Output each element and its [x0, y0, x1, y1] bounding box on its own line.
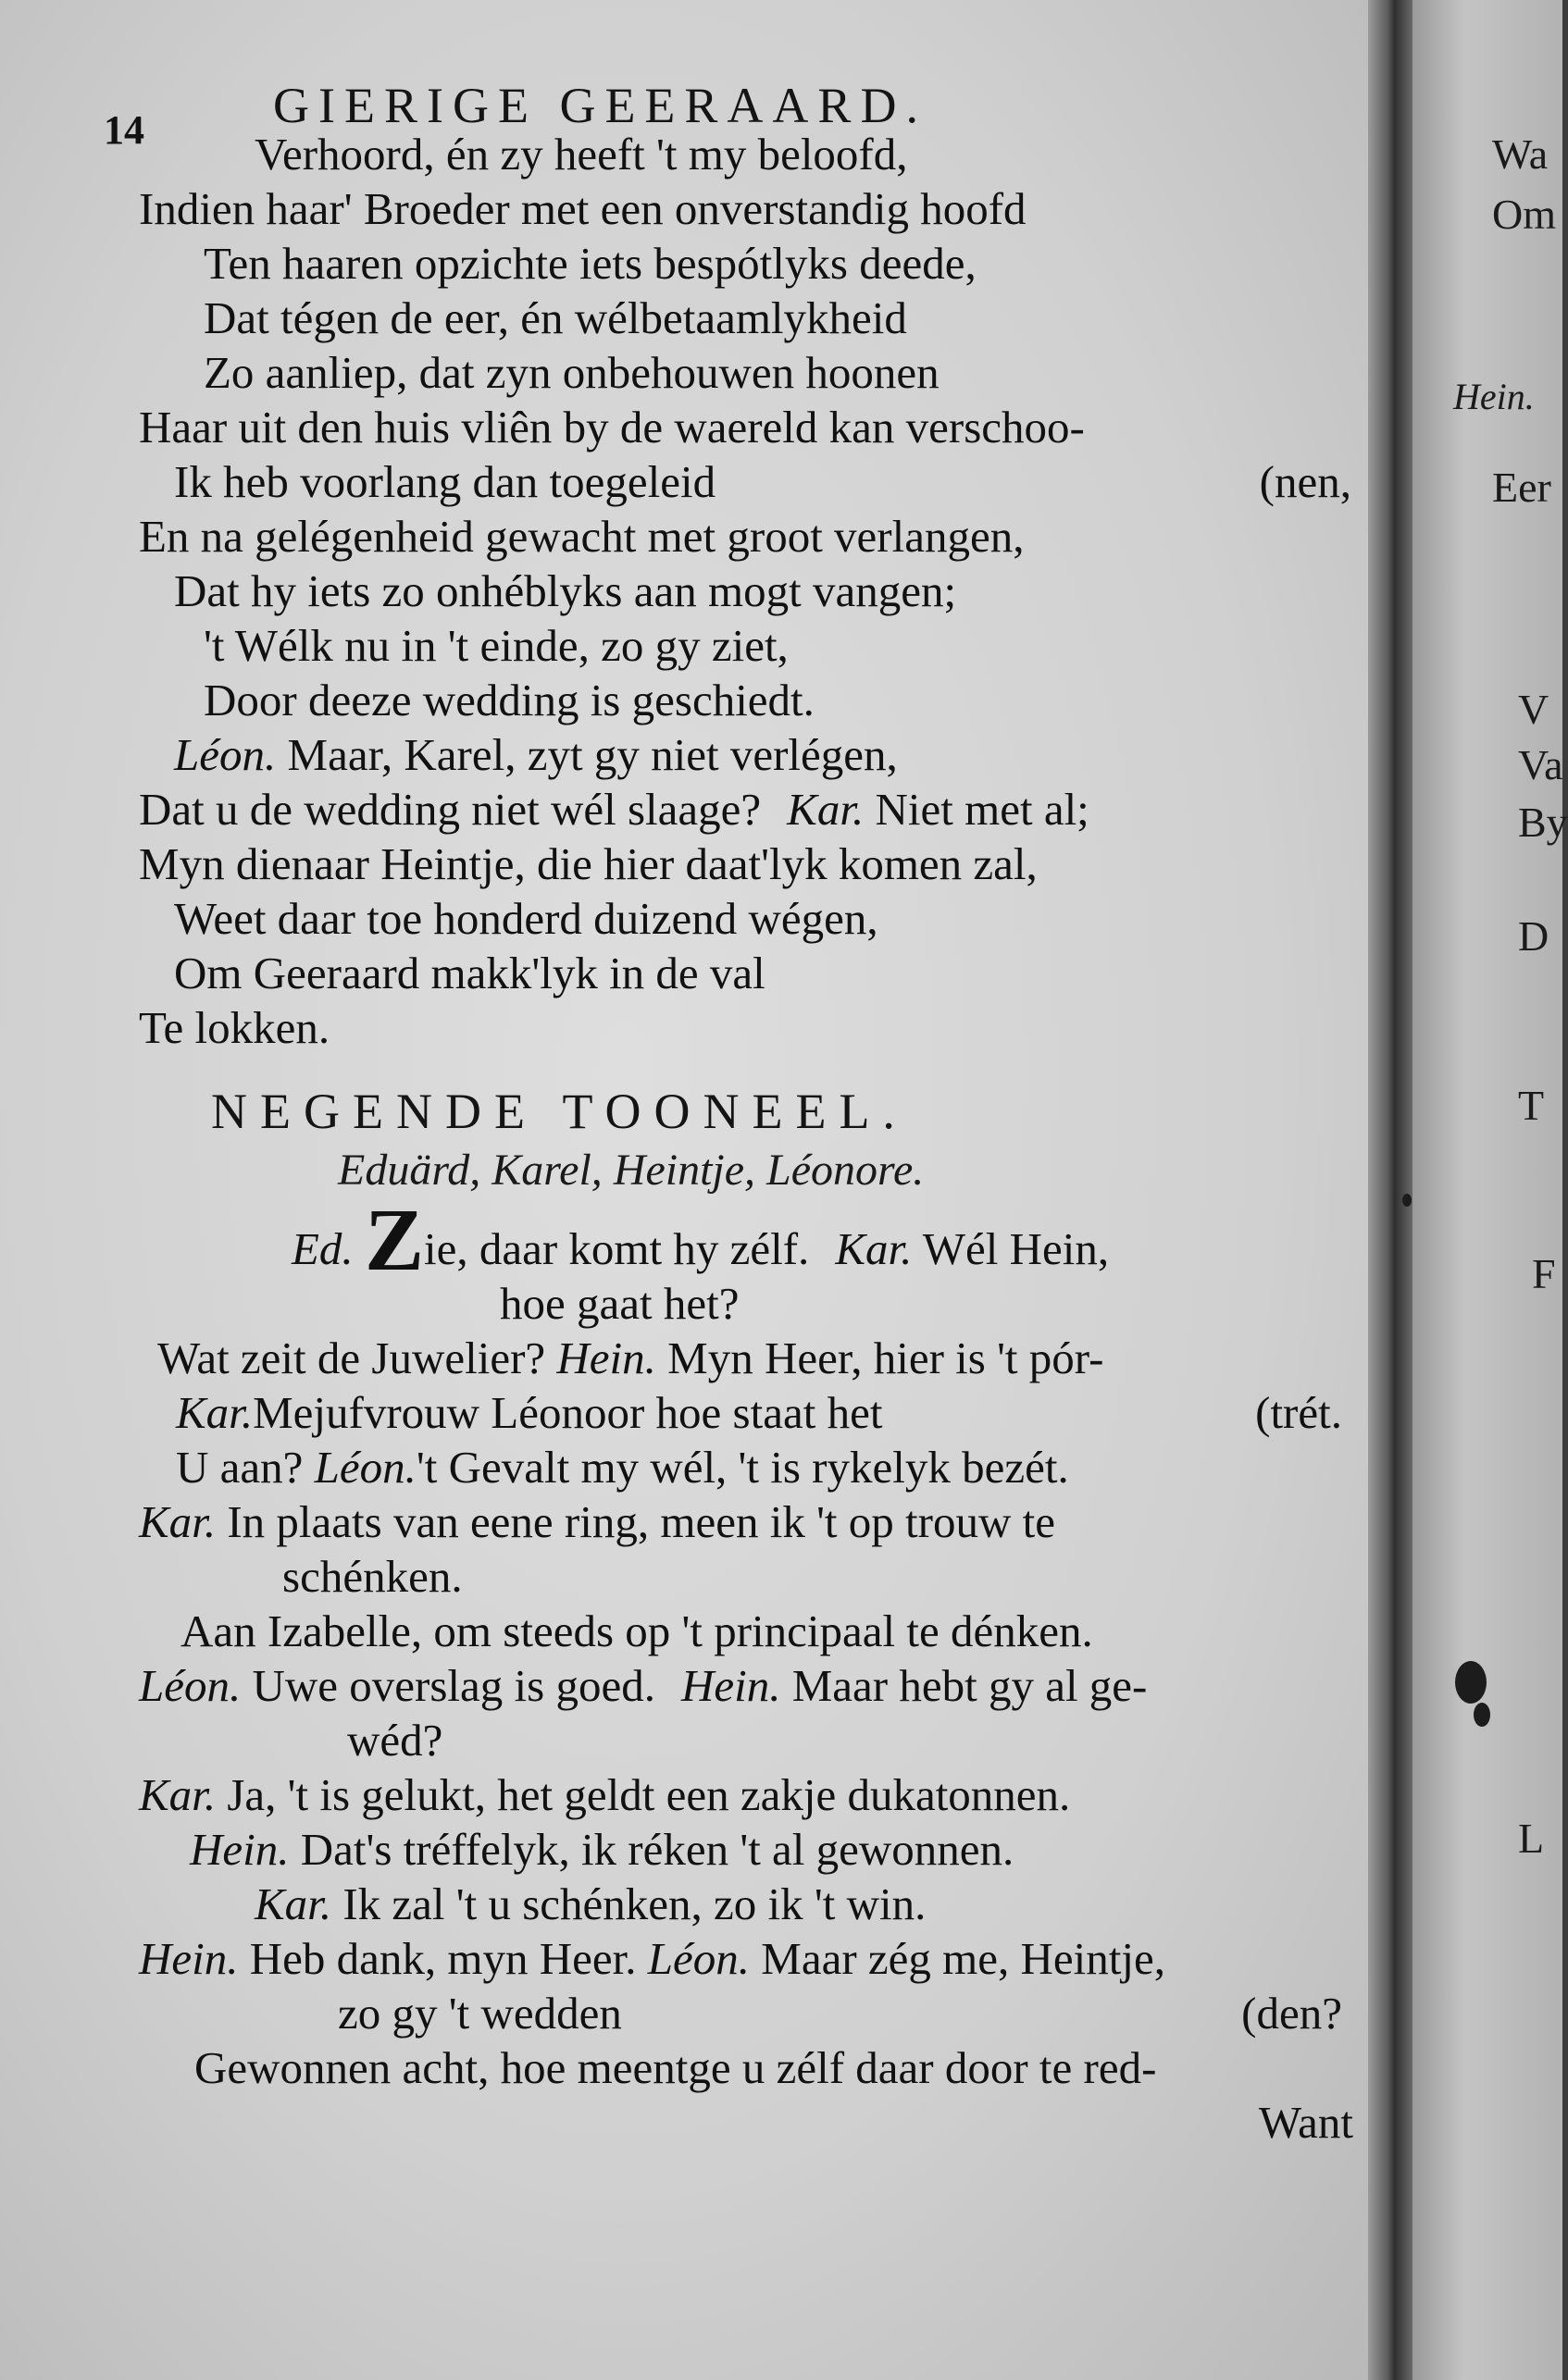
right-page-edge — [1412, 0, 1562, 2380]
verse-line: Myn dienaar Heintje, die hier daat'lyk komen zal, — [139, 838, 1038, 889]
facing-page-fragment: L — [1518, 1815, 1545, 1862]
verse-line: Léon. Uwe overslag is goed. Hein. Maar hebt gy al ge- — [139, 1660, 1148, 1711]
verse-line: En na gelégenheid gewacht met groot verlangen, — [139, 511, 1025, 562]
speaker-label: Hein. — [139, 1933, 239, 1984]
verse-line: Zo aanliep, dat zyn onbehouwen hoonen — [204, 347, 940, 398]
verse-line: Dat tégen de eer, én wélbetaamlykheid — [204, 292, 907, 343]
verse-line: hoe gaat het? — [500, 1278, 740, 1329]
facing-page-fragment: Eer — [1492, 464, 1551, 511]
verse-line: Dat hy iets zo onhéblyks aan mogt vangen; — [174, 565, 957, 616]
page-number: 14 — [104, 107, 144, 153]
verse-line: Weet daar toe honderd duizend wégen, — [174, 893, 878, 944]
speaker-label: Kar. — [787, 784, 865, 835]
facing-page-fragment: Om — [1492, 191, 1556, 238]
drop-capital: Z — [364, 1190, 424, 1289]
catchword: Want — [1258, 2097, 1353, 2148]
verse-line: Te lokken. — [139, 1002, 330, 1053]
verse-line: Kar. Ja, 't is gelukt, het geldt een zakje dukatonnen. — [139, 1769, 1071, 1820]
verse-line: schénken. — [282, 1551, 463, 1602]
verse-line: Indien haar' Broeder met een onverstandig hoofd — [139, 183, 1027, 234]
verse-line: Aan Izabelle, om steeds op 't principaal te dénken. — [180, 1605, 1093, 1656]
page-header — [104, 69, 1361, 153]
facing-page-fragment: V — [1518, 686, 1549, 733]
verse-line: Kar. In plaats van eene ring, meen ik 't op trouw te — [139, 1496, 1055, 1547]
verse-line: Ten haaren opzichte iets bespótlyks deede, — [204, 238, 977, 289]
verse-block-3 — [139, 1331, 1361, 2095]
facing-page-fragment: F — [1532, 1250, 1556, 1297]
speaker-label: Ed. — [292, 1223, 354, 1274]
verse-line: Kar. Ik zal 't u schénken, zo ik 't win. — [255, 1878, 927, 1929]
verse-line: Haar uit den huis vliên by de waereld kan verschoo- — [139, 402, 1085, 452]
facing-page-fragment: Va — [1518, 741, 1563, 788]
facing-page-fragment: T — [1518, 1082, 1545, 1129]
speaker-label: Léon. — [314, 1442, 417, 1493]
running-title: GIERIGE GEERAARD. — [273, 78, 927, 133]
verse-block-2 — [139, 727, 1361, 1055]
verse-line: U aan? Léon.'t Gevalt my wél, 't is rykelyk bezét. — [176, 1442, 1069, 1493]
verse-line: Ik heb voorlang dan toegeleid (nen, — [174, 456, 1351, 507]
scene-first-line: Ed. Zie, daar komt hy zélf. Kar. Wél Hein, — [292, 1190, 1110, 1289]
verse-line: Door deeze wedding is geschiedt. — [204, 675, 815, 725]
ink-blot — [1402, 1194, 1412, 1207]
page-text — [104, 69, 1361, 2150]
facing-page-fragment: Wa — [1492, 130, 1549, 178]
speaker-label: Hein. — [190, 1824, 290, 1875]
verse-line: Om Geeraard makk'lyk in de val — [174, 948, 765, 998]
speaker-label: Kar. — [835, 1223, 913, 1274]
verse-line: Gewonnen acht, hoe meentge u zélf daar door te red- — [194, 2042, 1157, 2093]
verse-line: 't Wélk nu in 't einde, zo gy ziet, — [204, 620, 789, 671]
verse-line: zo gy 't wedden (den? — [338, 1988, 1342, 2039]
speaker-label: Kar. — [255, 1878, 332, 1929]
speaker-label: Léon. — [174, 729, 277, 780]
scene-heading: NEGENDE TOONEEL. — [211, 1084, 908, 1139]
verse-line: Hein. Dat's tréffelyk, ik réken 't al gewonnen. — [190, 1824, 1014, 1875]
verse-line: Léon. Maar, Karel, zyt gy niet verlégen, — [174, 729, 898, 780]
speaker-label: Kar. — [139, 1496, 217, 1547]
verse-line: Verhoord, én zy heeft 't my beloofd, — [255, 129, 908, 180]
facing-page-fragment: D — [1518, 912, 1549, 960]
ink-blot — [1455, 1661, 1487, 1704]
verse-line: Kar.Mejufvrouw Léonoor hoe staat het (trét. — [176, 1387, 1342, 1438]
verse-line: Wat zeit de Juwelier? Hein. Myn Heer, hier is 't pór- — [157, 1333, 1104, 1383]
speaker-label: Léon. — [647, 1933, 750, 1984]
speaker-label: Kar. — [176, 1387, 254, 1438]
verse-block-1 — [139, 127, 1361, 727]
speaker-label: Kar. — [139, 1769, 217, 1820]
scene-characters: Eduärd, Karel, Heintje, Léonore. — [338, 1146, 925, 1195]
speaker-label: Léon. — [139, 1660, 242, 1711]
speaker-label: Hein. — [556, 1333, 656, 1383]
verse-line: Dat u de wedding niet wél slaage? Kar. Niet met al; — [139, 784, 1089, 835]
speaker-label: Hein. — [680, 1660, 781, 1711]
book-gutter — [1368, 0, 1412, 2380]
facing-page-fragment: By — [1518, 799, 1568, 846]
verse-line: wéd? — [347, 1715, 443, 1766]
ink-blot — [1474, 1703, 1490, 1727]
verse-line: Hein. Heb dank, myn Heer. Léon. Maar zég me, Heintje, — [139, 1933, 1165, 1984]
facing-page-fragment: Hein. — [1453, 376, 1535, 417]
